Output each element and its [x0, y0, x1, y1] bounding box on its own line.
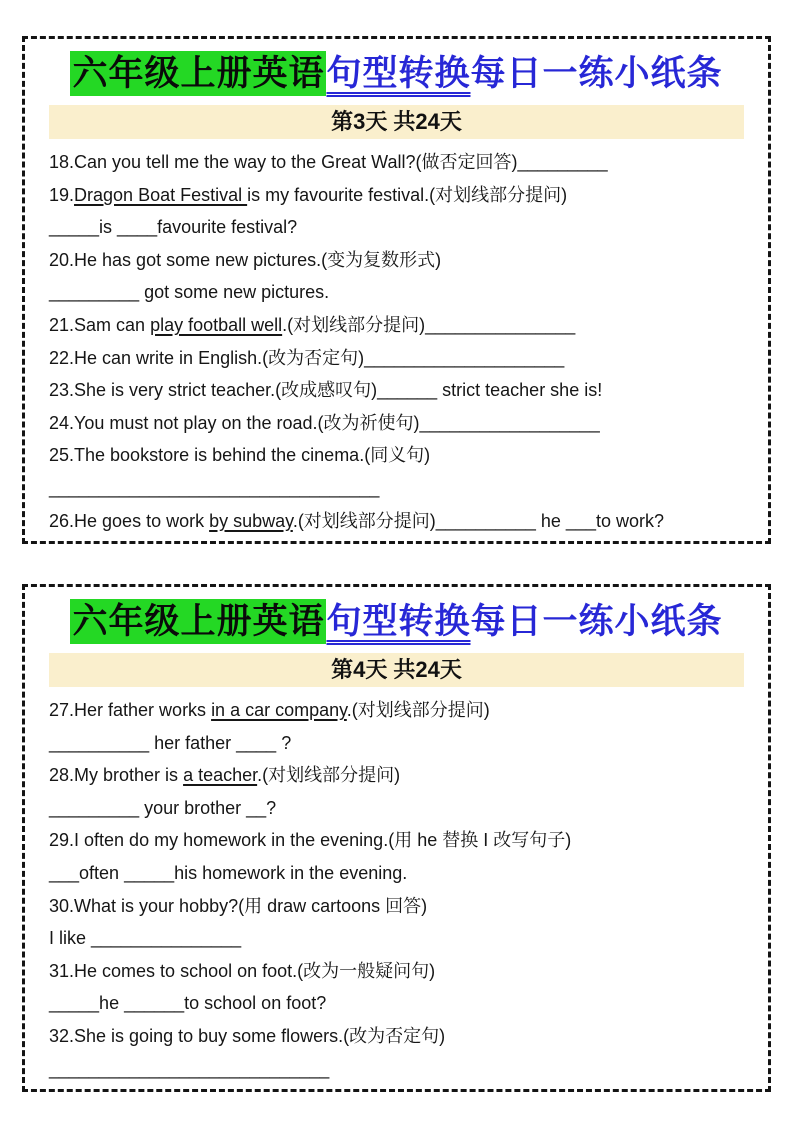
- exercise-line: [49, 179, 744, 212]
- exercise-line: [49, 1020, 744, 1053]
- underlined-phrase: by subway: [209, 510, 293, 531]
- exercise-line: [49, 407, 744, 440]
- text-segment: _____he ______to school on foot?: [49, 993, 327, 1014]
- title-rest: 每日一练小纸条: [470, 602, 723, 641]
- title-underlined: 句型转换: [326, 602, 471, 641]
- text-segment: 22.He can write in English.(改为否定句)____________________: [49, 347, 565, 368]
- card-title: [49, 599, 744, 645]
- exercise-line: [49, 342, 744, 375]
- text-segment: 20.He has got some new pictures.(变为复数形式): [49, 249, 442, 270]
- exercise-line: [49, 309, 744, 342]
- text-segment: is my favourite festival.(对划线部分提问): [247, 184, 568, 205]
- day-banner: 第4天 共24天: [49, 653, 744, 687]
- text-segment: .(对划线部分提问)__________ he ___to work?: [292, 510, 664, 531]
- exercise-line: [49, 955, 744, 988]
- text-segment: 29.I often do my homework in the evening.(用 he 替换 I 改写句子): [49, 830, 572, 851]
- text-segment: .(对划线部分提问): [346, 700, 490, 720]
- exercise-line: [49, 759, 744, 792]
- text-segment: .(对划线部分提问)_______________: [282, 314, 576, 335]
- text-segment: 31.He comes to school on foot.(改为一般疑问句): [49, 960, 436, 981]
- text-segment: 32.She is going to buy some flowers.(改为否定句): [49, 1025, 446, 1046]
- text-segment: _________________________________: [49, 477, 380, 498]
- text-segment: 21.Sam can: [49, 314, 151, 335]
- exercise-line: [49, 857, 744, 890]
- underlined-phrase: play football well: [150, 314, 283, 335]
- text-segment: .(对划线部分提问): [257, 765, 401, 786]
- exercise-line: [49, 824, 744, 857]
- worksheet-card: [22, 36, 771, 544]
- worksheet-card: [22, 584, 771, 1092]
- exercise-line: [49, 505, 744, 538]
- exercise-line: [49, 276, 744, 309]
- underlined-phrase: in a car company: [211, 700, 347, 720]
- text-segment: 28.My brother is: [49, 765, 184, 786]
- exercise-line: [49, 211, 744, 244]
- text-segment: __________ her father ____ ?: [49, 732, 292, 753]
- text-segment: I like _______________: [49, 928, 242, 949]
- day-banner: 第3天 共24天: [49, 105, 744, 139]
- text-segment: 26.He goes to work: [49, 510, 210, 531]
- underlined-phrase: a teacher: [183, 765, 258, 786]
- exercise-line: [49, 987, 744, 1020]
- title-highlight: 六年级上册英语: [70, 599, 326, 644]
- exercise-line: [49, 244, 744, 277]
- exercise-line: [49, 922, 744, 955]
- text-segment: _________ got some new pictures.: [49, 282, 330, 303]
- exercise-line: [49, 146, 744, 179]
- text-segment: 24.You must not play on the road.(改为祈使句)__________________: [49, 412, 600, 433]
- title-underlined: 句型转换: [326, 54, 471, 93]
- exercise-line: [49, 439, 744, 472]
- title-highlight: 六年级上册英语: [70, 51, 326, 96]
- card-title: [49, 51, 744, 97]
- text-segment: 18.Can you tell me the way to the Great Wall?(做否定回答)_________: [49, 152, 608, 172]
- text-segment: ___often _____his homework in the evening.: [49, 862, 408, 883]
- title-rest: 每日一练小纸条: [470, 54, 723, 93]
- text-segment: 30.What is your hobby?(用 draw cartoons 回答): [49, 895, 428, 916]
- exercise-line: [49, 374, 744, 407]
- exercise-lines: [49, 694, 744, 1085]
- text-segment: 19.: [49, 184, 75, 205]
- text-segment: 25.The bookstore is behind the cinema.(同义句): [49, 445, 431, 466]
- text-segment: _____is ____favourite festival?: [49, 217, 298, 238]
- text-segment: 27.Her father works: [49, 700, 212, 720]
- exercise-line: [49, 472, 744, 505]
- exercise-lines: [49, 146, 744, 537]
- exercise-line: [49, 727, 744, 760]
- exercise-line: [49, 792, 744, 825]
- underlined-phrase: Dragon Boat Festival: [74, 184, 248, 205]
- text-segment: ____________________________: [49, 1058, 330, 1079]
- text-segment: 23.She is very strict teacher.(改成感叹句)______ strict teacher she is!: [49, 380, 603, 401]
- text-segment: _________ your brother __?: [49, 797, 277, 818]
- exercise-line: [49, 1053, 744, 1086]
- exercise-line: [49, 694, 744, 727]
- exercise-line: [49, 890, 744, 923]
